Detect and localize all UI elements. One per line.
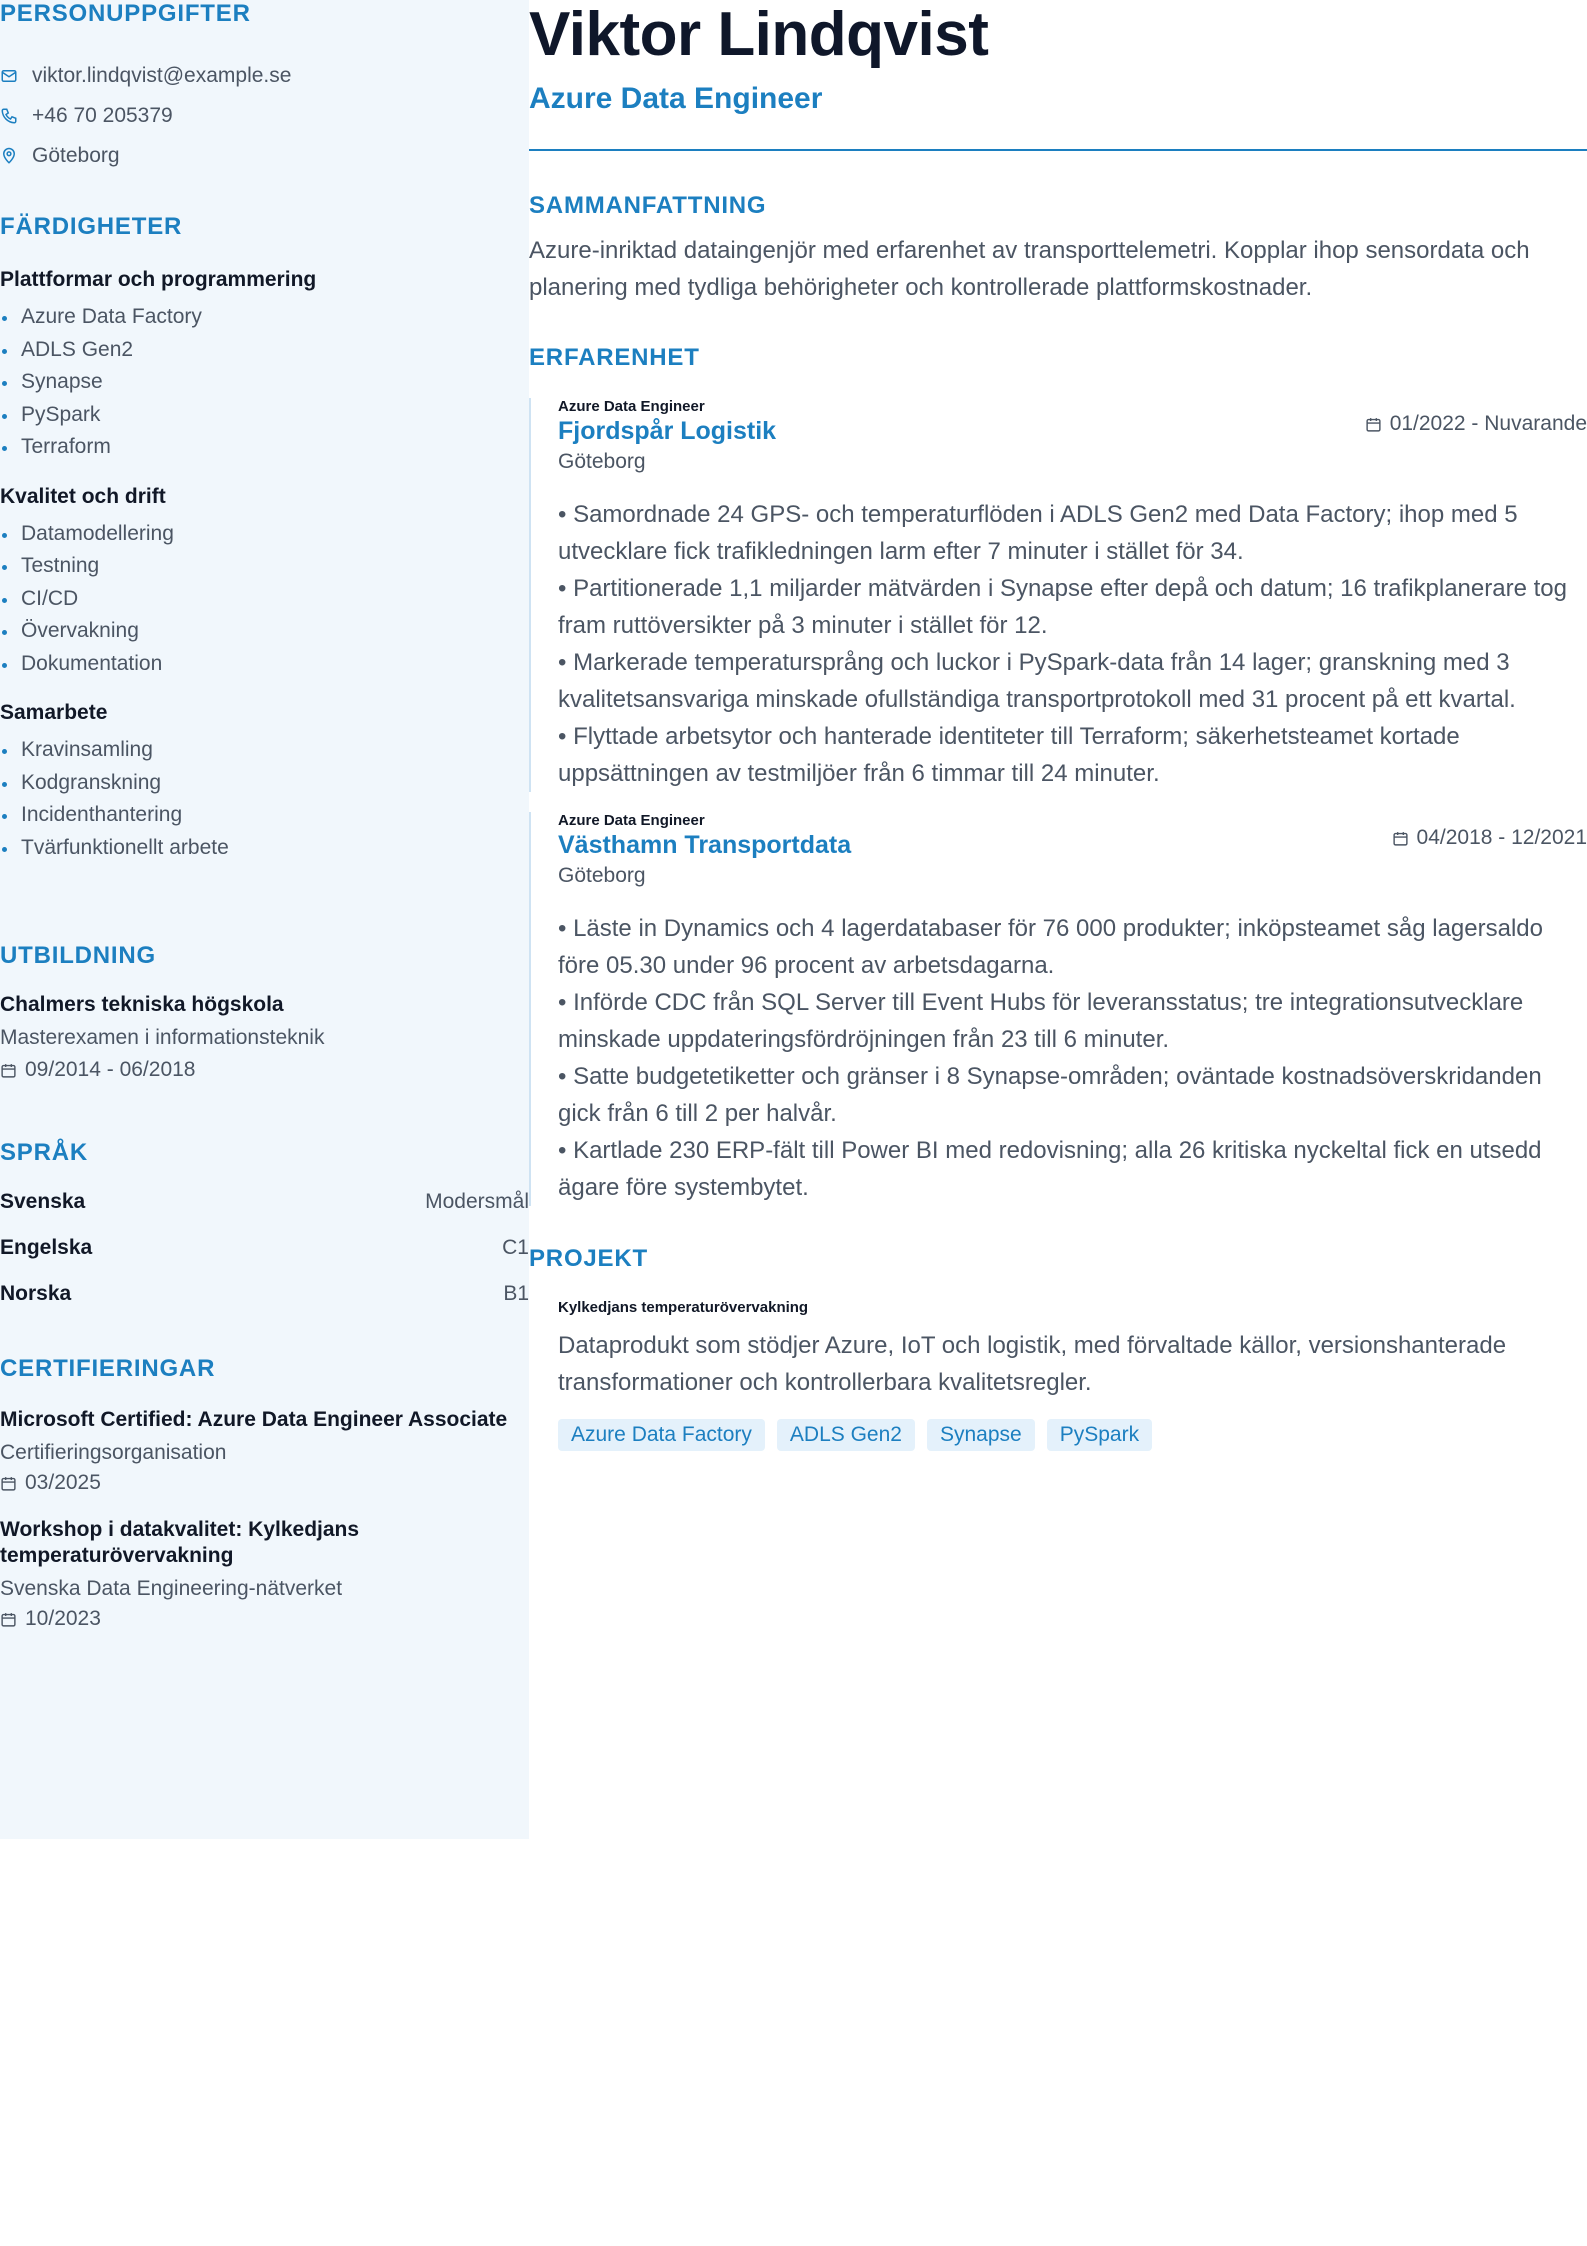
experience-dates: [1392, 826, 1587, 850]
education-dates-text: 09/2014 - 06/2018: [25, 1058, 196, 1081]
skill-item: Incidenthantering: [0, 799, 529, 832]
calendar-icon: [0, 1475, 17, 1492]
languages-section: [0, 1139, 529, 1317]
skill-group: [0, 484, 529, 681]
project-tag: Synapse: [927, 1419, 1035, 1451]
experience-dates-text: 01/2022 - Nuvarande: [1389, 412, 1587, 435]
experience-bullet: • Partitionerade 1,1 miljarder mätvärden i Synapse efter depå och datum; 16 trafikplanerare tog fram ruttöversikter på 3 minuter i stället för 12.: [558, 575, 1567, 639]
phone-row[interactable]: [0, 96, 529, 136]
school-name: Chalmers tekniska högskola: [0, 993, 284, 1016]
project-tag: PySpark: [1047, 1419, 1152, 1451]
experience-dates-text: 04/2018 - 12/2021: [1416, 826, 1587, 849]
experience-bullets: [558, 910, 1587, 1206]
personal-heading: PERSONUPPGIFTER: [0, 0, 251, 27]
skill-group: [0, 267, 529, 464]
phone-icon: [0, 107, 18, 125]
skill-group-title: Plattformar och programmering: [0, 268, 317, 291]
skill-item: Övervakning: [0, 615, 529, 648]
certification-issuer: Svenska Data Engineering-nätverket: [0, 1577, 343, 1600]
language-row: [0, 1179, 529, 1225]
experience-company: Fjordspår Logistik: [558, 417, 777, 445]
calendar-icon: [0, 1611, 17, 1628]
certification-date: [0, 1471, 529, 1495]
skill-item: Tvärfunktionellt arbete: [0, 832, 529, 865]
education-dates: [0, 1058, 529, 1082]
experience-bullet: • Markerade temperatursprång och luckor i PySpark-data från 14 lager; granskning med 3 kvalitetsansvariga minskade ofullständiga transportprotokoll med 31 procent på ett kvartal.: [558, 649, 1516, 713]
project-tag: Azure Data Factory: [558, 1419, 765, 1451]
project-description: Dataprodukt som stödjer Azure, IoT och logistik, med förvaltade källor, versionshanterade transformationer och kontrollerbara kvalitetsregler.: [558, 1332, 1507, 1396]
skill-item: Kravinsamling: [0, 734, 529, 767]
degree-text: Masterexamen i informationsteknik: [0, 1026, 325, 1049]
certification-date-text: 10/2023: [25, 1607, 101, 1630]
skill-item: Azure Data Factory: [0, 301, 529, 334]
experience-item: [529, 398, 1587, 792]
language-name: Svenska: [0, 1190, 86, 1213]
skill-item: Datamodellering: [0, 518, 529, 551]
summary-section: [529, 192, 1587, 306]
experience-bullet: • Införde CDC från SQL Server till Event Hubs för leveransstatus; tre integrationsutvecklare minskade uppdateringsfördröjningen från 23 till 6 minuter.: [558, 989, 1524, 1053]
skill-item: Kodgranskning: [0, 767, 529, 800]
experience-bullet: • Satte budgetetiketter och gränser i 8 Synapse-områden; oväntade kostnadsöverskridanden gick från 6 till 2 per halvår.: [558, 1063, 1542, 1127]
certifications-section: [0, 1355, 529, 1631]
language-name: Engelska: [0, 1236, 93, 1259]
skills-section: [0, 213, 529, 864]
experience-location: Göteborg: [558, 450, 646, 473]
project-tags: [558, 1419, 1587, 1451]
experience-dates: [1365, 412, 1587, 436]
summary-text: Azure-inriktad dataingenjör med erfarenhet av transporttelemetri. Kopplar ihop sensordata och planering med tydliga behörigheter och kontrollerade plattformskostnader.: [529, 237, 1530, 301]
language-level: Modersmål: [425, 1190, 529, 1213]
phone-text: +46 70 205379: [32, 104, 173, 127]
skill-item: Dokumentation: [0, 648, 529, 681]
projects-section: [529, 1245, 1587, 1451]
experience-bullet: • Läste in Dynamics och 4 lagerdatabaser för 76 000 produkter; inköpsteamet såg lagersaldo före 05.30 under 96 procent av arbetsdagarna.: [558, 915, 1543, 979]
sidebar: [0, 0, 529, 1839]
project-tag: ADLS Gen2: [777, 1419, 915, 1451]
summary-heading: SAMMANFATTNING: [529, 192, 767, 219]
skills-heading: FÄRDIGHETER: [0, 213, 183, 240]
skill-item: Terraform: [0, 431, 529, 464]
certification-name: Microsoft Certified: Azure Data Engineer Associate: [0, 1408, 508, 1431]
language-level: C1: [502, 1236, 529, 1259]
experience-role: Azure Data Engineer: [558, 398, 705, 415]
email-row[interactable]: [0, 56, 529, 96]
candidate-title: Azure Data Engineer: [529, 82, 823, 115]
project-name: Kylkedjans temperaturövervakning: [558, 1299, 809, 1316]
experience-bullet: • Samordnade 24 GPS- och temperaturflöden i ADLS Gen2 med Data Factory; ihop med 5 utvecklare fick trafikledningen larm efter 7 minuter i stället för 34.: [558, 501, 1518, 565]
experience-bullet: • Flyttade arbetsytor och hanterade identiteter till Terraform; säkerhetsteamet kortade uppsättningen av testmiljöer från 6 timmar till 24 minuter.: [558, 723, 1460, 787]
certification-issuer: Certifieringsorganisation: [0, 1441, 227, 1464]
skill-group-title: Samarbete: [0, 701, 108, 724]
experience-bullets: [558, 496, 1587, 792]
skill-group-title: Kvalitet och drift: [0, 484, 166, 508]
language-row: [0, 1271, 529, 1317]
certification-item: [0, 1407, 529, 1495]
certification-item: [0, 1517, 529, 1631]
certification-name: Workshop i datakvalitet: Kylkedjans temperaturövervakning: [0, 1518, 360, 1567]
personal-section: [0, 0, 529, 176]
calendar-icon: [1392, 830, 1409, 847]
projects-heading: PROJEKT: [529, 1245, 648, 1272]
email-text: viktor.lindqvist@example.se: [32, 64, 292, 87]
experience-role: Azure Data Engineer: [558, 812, 705, 829]
experience-location: Göteborg: [558, 864, 646, 887]
location-row: [0, 136, 529, 176]
education-heading: UTBILDNING: [0, 942, 156, 969]
experience-bullet: • Kartlade 230 ERP-fält till Power BI med redovisning; alla 26 kritiska nyckeltal fick en utsedd ägare före systembytet.: [558, 1137, 1542, 1201]
header-divider: [529, 149, 1587, 151]
skill-item: ADLS Gen2: [0, 334, 529, 367]
skill-item: Synapse: [0, 366, 529, 399]
languages-heading: SPRÅK: [0, 1139, 89, 1166]
language-row: [0, 1225, 529, 1271]
skill-item: Testning: [0, 550, 529, 583]
candidate-name: Viktor Lindqvist: [529, 0, 989, 69]
skill-group: [0, 700, 529, 864]
skill-item: CI/CD: [0, 583, 529, 616]
calendar-icon: [0, 1062, 17, 1079]
location-text: Göteborg: [32, 144, 120, 167]
experience-company: Västhamn Transportdata: [558, 831, 852, 859]
certification-date: [0, 1607, 529, 1631]
location-pin-icon: [0, 147, 18, 165]
language-name: Norska: [0, 1282, 72, 1305]
mail-icon: [0, 67, 18, 85]
education-section: [0, 942, 529, 1082]
certifications-heading: CERTIFIERINGAR: [0, 1355, 216, 1382]
language-level: B1: [503, 1282, 529, 1305]
project-item: [529, 1299, 1587, 1451]
experience-heading: ERFARENHET: [529, 344, 700, 371]
certification-date-text: 03/2025: [25, 1471, 101, 1494]
calendar-icon: [1365, 416, 1382, 433]
skill-item: PySpark: [0, 399, 529, 432]
experience-item: [529, 812, 1587, 1206]
experience-heading-wrap: [529, 344, 1587, 372]
